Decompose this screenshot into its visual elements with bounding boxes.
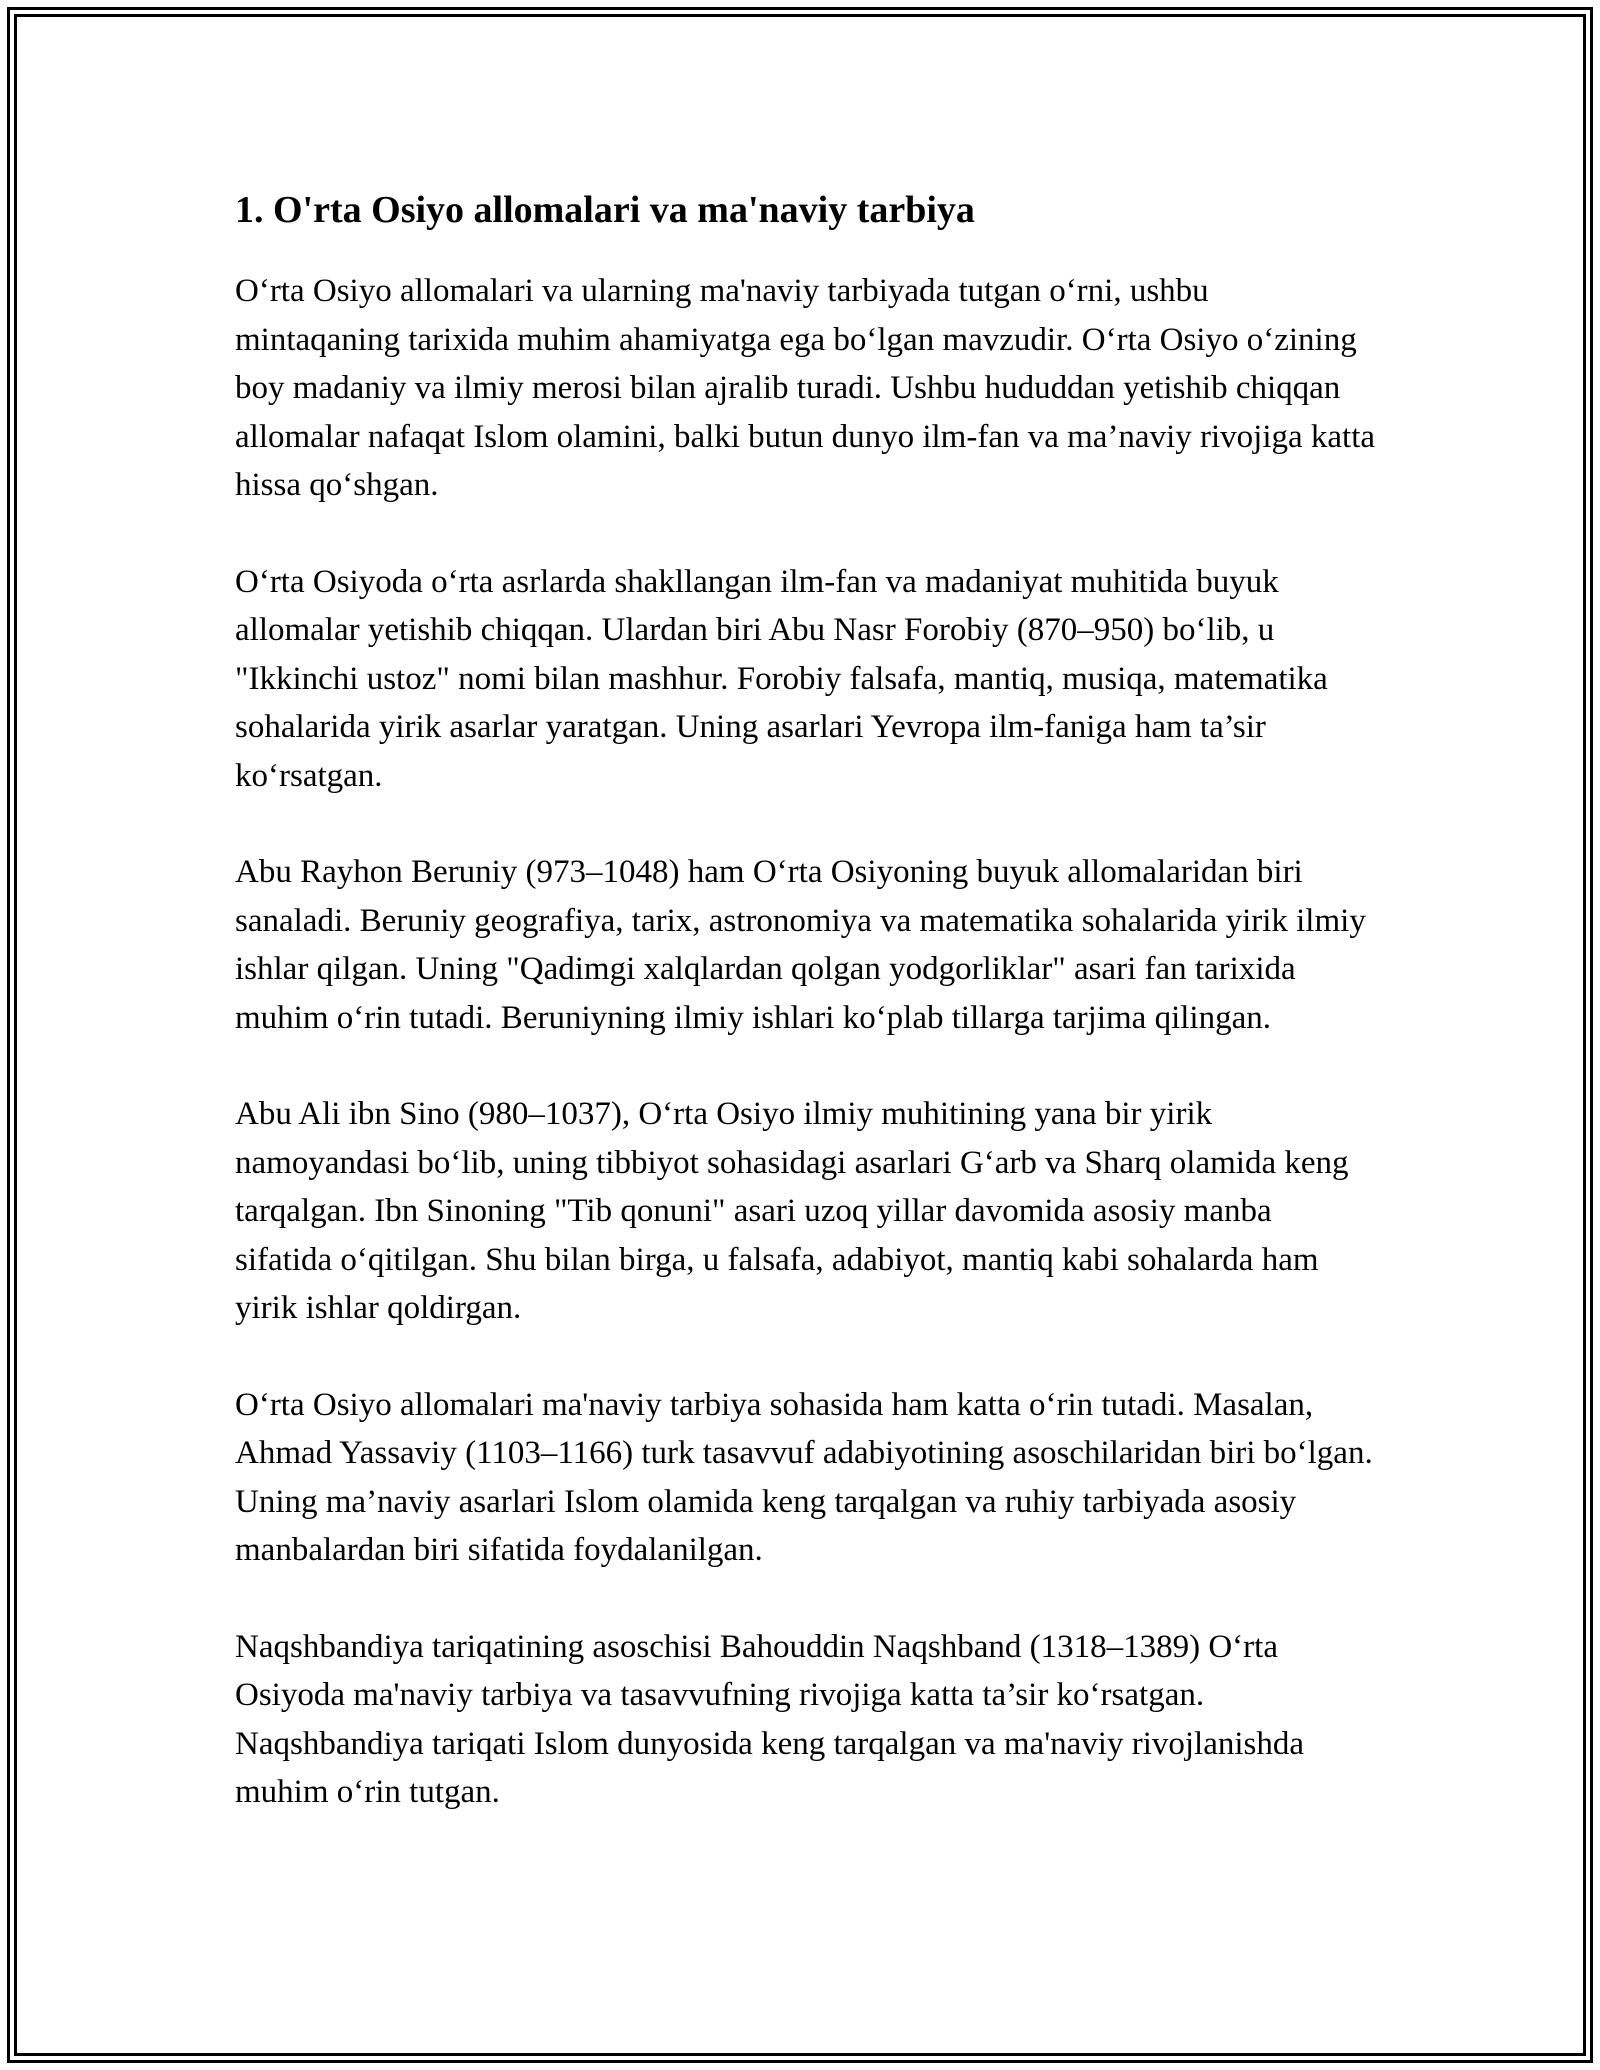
paragraph-beruniy: Abu Rayhon Beruniy (973–1048) ham O‘rta Osiyoning buyuk allomalaridan biri sanaladi. Beruniy geografiya, tarix, astronomiya va matematika sohalarida yirik ilmiy ishlar qilgan. Uning "Qadimgi xalqlardan qolgan yodgorliklar" asari fan tarixida muhim o‘rin tutadi. Beruniyning ilmiy ishlari ko‘plab tillarga tarjima qilingan. <box>235 854 1366 1036</box>
document-body <box>235 185 1375 1865</box>
paragraph-naqshband: Naqshbandiya tariqatining asoschisi Bahouddin Naqshband (1318–1389) O‘rta Osiyoda ma'naviy tarbiya va tasavvufning rivojiga katta ta’sir ko‘rsatgan. Naqshbandiya tariqati Islom dunyosida keng tarqalgan va ma'naviy rivojlanishda muhim o‘rin tutgan. <box>235 1628 1305 1810</box>
section-heading: 1. O'rta Osiyo allomalari va ma'naviy tarbiya <box>235 189 975 231</box>
paragraph-ibn-sino: Abu Ali ibn Sino (980–1037), O‘rta Osiyo ilmiy muhitining yana bir yirik namoyandasi bo‘lib, uning tibbiyot sohasidagi asarlari G‘arb va Sharq olamida keng tarqalgan. Ibn Sinoning "Tib qonuni" asari uzoq yillar davomida asosiy manba sifatida o‘qitilgan. Shu bilan birga, u falsafa, adabiyot, mantiq kabi sohalarda ham yirik ishlar qoldirgan. <box>235 1096 1349 1326</box>
paragraph-yassaviy: O‘rta Osiyo allomalari ma'naviy tarbiya sohasida ham katta o‘rin tutadi. Masalan, Ahmad Yassaviy (1103–1166) turk tasavvuf adabiyotining asoschilaridan biri bo‘lgan. Uning ma’naviy asarlari Islom olamida keng tarqalgan va ruhiy tarbiyada asosiy manbalardan biri sifatida foydalanilgan. <box>235 1386 1373 1568</box>
paragraph-intro: O‘rta Osiyo allomalari va ularning ma'naviy tarbiyada tutgan o‘rni, ushbu mintaqaning tarixida muhim ahamiyatga ega bo‘lgan mavzudir. O‘rta Osiyo o‘zining boy madaniy va ilmiy merosi bilan ajralib turadi. Ushbu hududdan yetishib chiqqan allomalar nafaqat Islom olamini, balki butun dunyo ilm-fan va ma’naviy rivojiga katta hissa qo‘shgan. <box>235 273 1376 503</box>
paragraph-forobiy: O‘rta Osiyoda o‘rta asrlarda shakllangan ilm-fan va madaniyat muhitida buyuk allomalar yetishib chiqqan. Ulardan biri Abu Nasr Forobiy (870–950) bo‘lib, u "Ikkinchi ustoz" nomi bilan mashhur. Forobiy falsafa, mantiq, musiqa, matematika sohalarida yirik asarlar yaratgan. Uning asarlari Yevropa ilm-faniga ham ta’sir ko‘rsatgan. <box>235 563 1328 794</box>
